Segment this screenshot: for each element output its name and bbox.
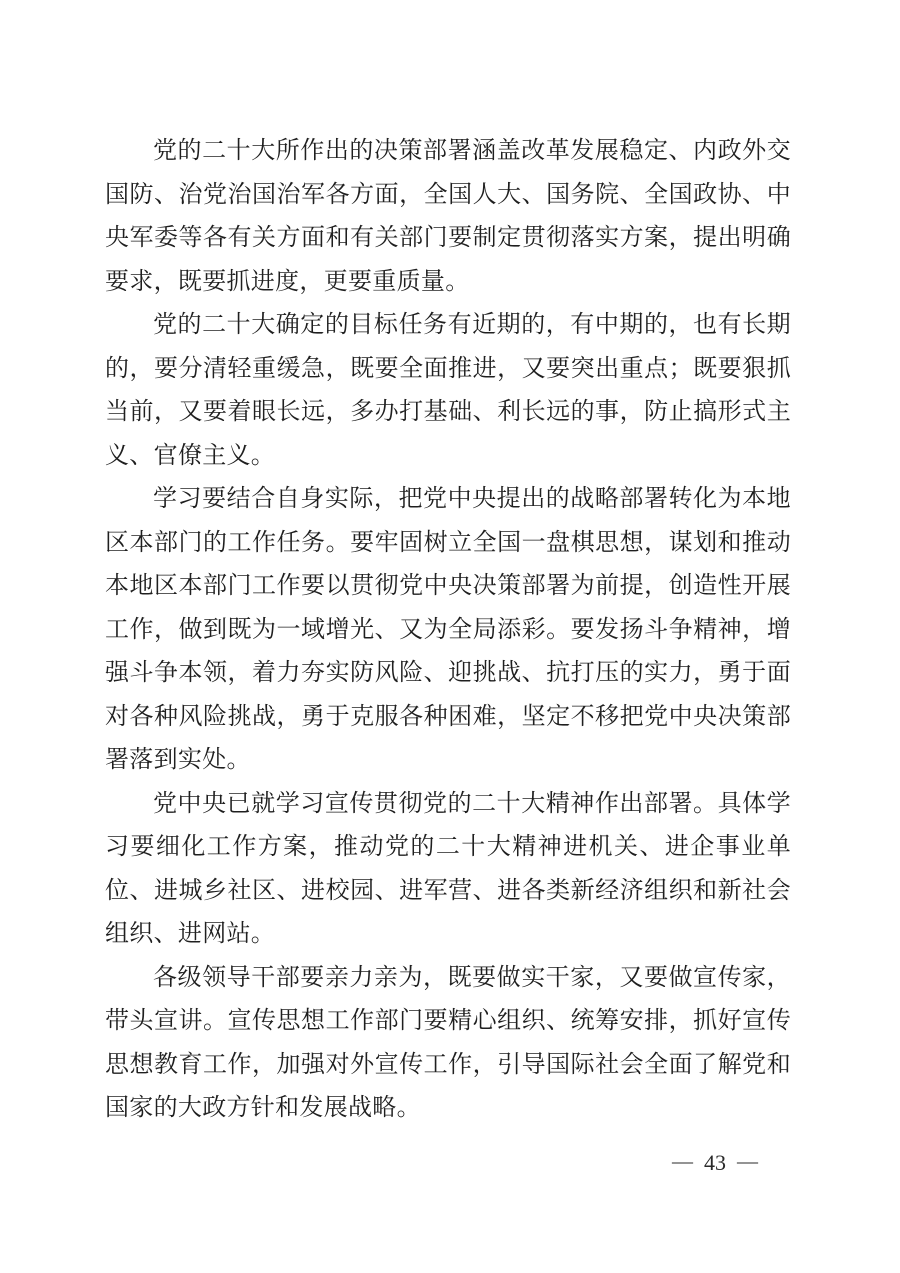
paragraph: 各级领导干部要亲力亲为，既要做实干家，又要做宣传家，带头宣讲。宣传思想工作部门要精心组织、统筹安排，抓好宣传思想教育工作，加强对外宣传工作，引导国际社会全面了解党和国家的大政方针和发展战略。 xyxy=(105,964,791,1121)
paragraph: 学习要结合自身实际，把党中央提出的战略部署转化为本地区本部门的工作任务。要牢固树立全国一盘棋思想，谋划和推动本地区本部门工作要以贯彻党中央决策部署为前提，创造性开展工作，做到既为一域增光、又为全局添彩。要发扬斗争精神，增强斗争本领，着力夯实防风险、迎挑战、抗打压的实力，勇于面对各种风险挑战，勇于克服各种困难，坚定不移把党中央决策部署落到实处。 xyxy=(105,486,791,773)
document-body xyxy=(105,130,791,1131)
paragraph: 党中央已就学习宣传贯彻党的二十大精神作出部署。具体学习要细化工作方案，推动党的二十大精神进机关、进企事业单位、进城乡社区、进校园、进军营、进各类新经济组织和新社会组织、进网站。 xyxy=(105,790,791,947)
page-footer xyxy=(672,1150,758,1176)
paragraph: 党的二十大确定的目标任务有近期的，有中期的，也有长期的，要分清轻重缓急，既要全面推进，又要突出重点；既要狠抓当前，又要着眼长远，多办打基础、利长远的事，防止搞形式主义、官僚主义。 xyxy=(105,312,791,469)
page-number: 43 xyxy=(704,1150,726,1175)
footer-dash-right: — xyxy=(737,1148,758,1173)
paragraph: 党的二十大所作出的决策部署涵盖改革发展稳定、内政外交国防、治党治国治军各方面，全国人大、国务院、全国政协、中央军委等各有关方面和有关部门要制定贯彻落实方案，提出明确要求，既要抓进度，更要重质量。 xyxy=(105,138,791,295)
footer-dash-left: — xyxy=(672,1148,693,1173)
